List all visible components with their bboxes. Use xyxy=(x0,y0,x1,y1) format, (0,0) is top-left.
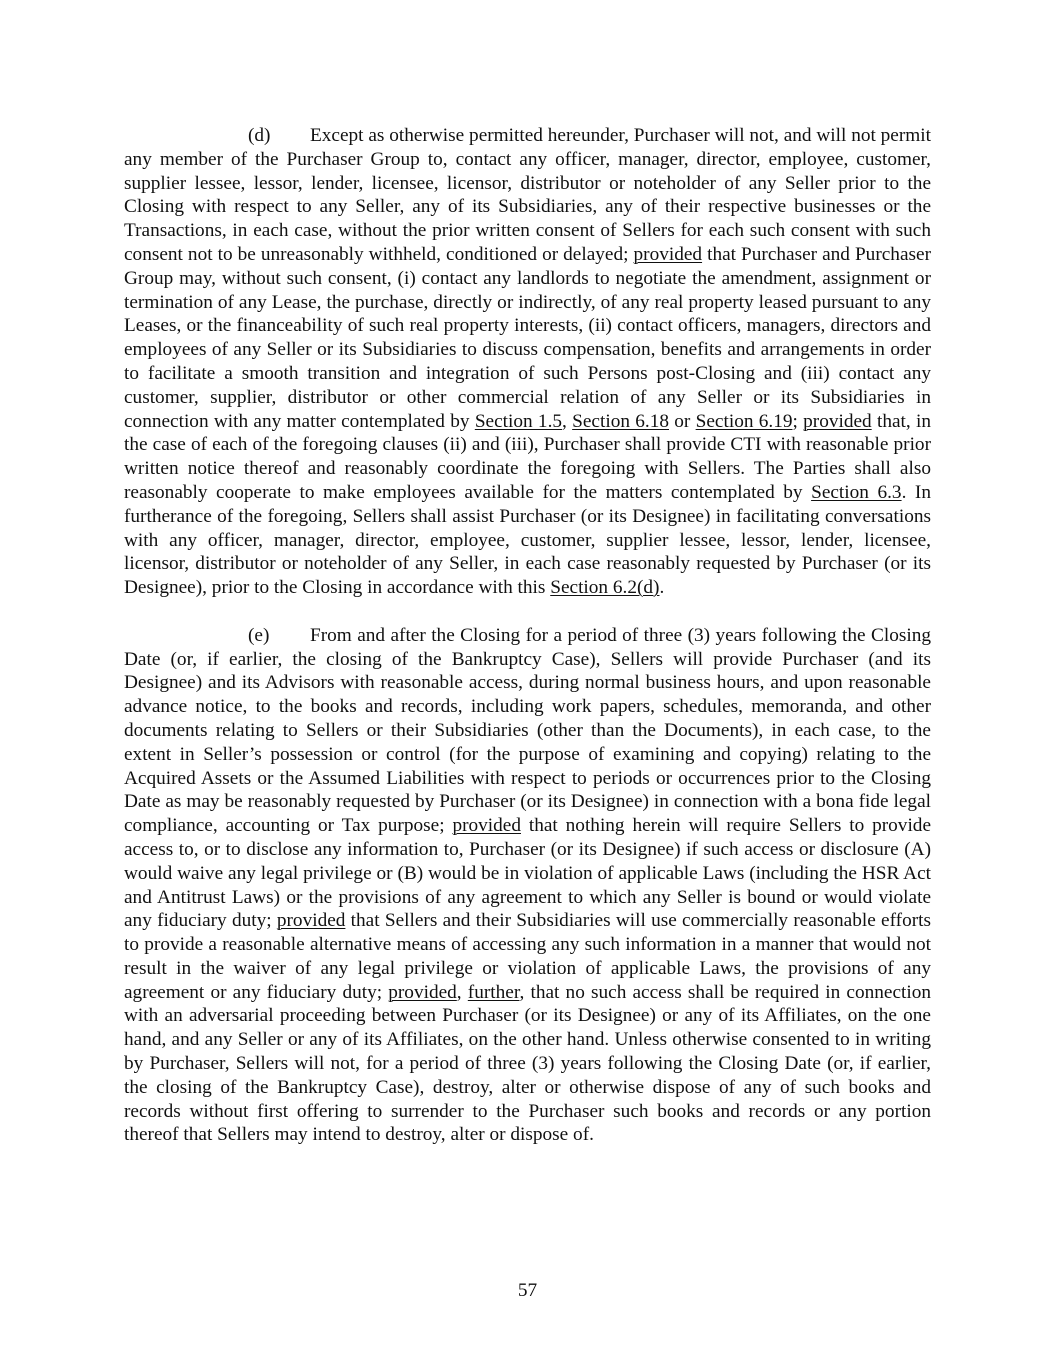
further-term: further xyxy=(467,981,520,1003)
paragraph-e: (e) From and after the Closing for a period of three (3) years following the Closing Date (or, if earlier, the closing of the Bankruptcy Case), Sellers will provide Purchaser (and its Designee) and its Advisors with reasonable access, during normal business hours, and upon reasonable advance notice, to the books and records, including work papers, schedules, memoranda, and other documents relating to Sellers or their Subsidiaries (other than the Documents), in each case, to the extent in Seller’s possession or control (for the purpose of examining and copying) relating to the Acquired Assets or the Assumed Liabilities with respect to periods or occurrences prior to the Closing Date as may be reasonably requested by Purchaser (or its Designee) in connection with a bona fide legal compliance, accounting or Tax purpose; provided that nothing herein will require Sellers to provide access to, or to disclose any information to, Purchaser (or its Designee) if such access or disclosure (A) would waive any legal privilege or (B) would be in violation of applicable Laws (including the HSR Act and Antitrust Laws) or the provisions of any agreement to which any Seller is bound or would violate any fiduciary duty; provided that Sellers and their Subsidiaries will use commercially reasonable efforts to provide a reasonable alternative means of accessing any such information in a manner that would not result in the waiver of any legal privilege or violation of applicable Laws, the provisions of any agreement or any fiduciary duty; provided, further, that no such access shall be required in connection with an adversarial proceeding between Purchaser (or its Designee) or any of its Affiliates, on the one hand, and any Seller or any of its Affiliates, on the other hand. Unless otherwise consented to in writing by Purchaser, Sellers will not, for a period of three (3) years following the Closing Date (or, if earlier, the closing of the Bankruptcy Case), destroy, alter or otherwise dispose of any of such books and records without first offering to surrender to the Purchaser such books and records or any portion thereof that Sellers may intend to destroy, alter or dispose of. xyxy=(124,624,932,1146)
page-number: 57 xyxy=(517,1280,538,1301)
section-6-19-reference: Section 6.19 xyxy=(695,410,793,432)
section-6-3-reference: Section 6.3 xyxy=(811,481,902,503)
section-6-2-d-reference: Section 6.2(d) xyxy=(550,577,660,599)
provided-term: provided xyxy=(276,910,346,932)
document-page xyxy=(124,124,931,1147)
section-1-5-reference: Section 1.5 xyxy=(474,410,563,432)
clause-label-e: (e) xyxy=(248,624,270,646)
provided-term: provided xyxy=(388,981,457,1003)
paragraph-d: (d) Except as otherwise permitted hereunder, Purchaser will not, and will not permit any member of the Purchaser Group to, contact any officer, manager, director, employee, customer, supplier lessee, lessor, lender, licensee, licensor, distributor or noteholder of any Seller prior to the Closing with respect to any Seller, any of its Subsidiaries, any of their respective businesses or the Transactions, in each case, without the prior written consent of Sellers for each such consent with such consent not to be unreasonably withheld, conditioned or delayed; provided that Purchaser and Purchaser Group may, without such consent, (i) contact any landlords to negotiate the amendment, assignment or termination of any Lease, the purchase, directly or indirectly, of any real property leased pursuant to any Leases, or the financeability of such real property interests, (ii) contact officers, managers, directors and employees of any Seller or its Subsidiaries to discuss compensation, benefits and arrangements in order to facilitate a smooth transition and integration of such Persons post-Closing and (iii) contact any customer, supplier, distributor or other commercial relation of any Seller or its Subsidiaries in connection with any matter contemplated by Section 1.5, Section 6.18 or Section 6.19; provided that, in the case of each of the foregoing clauses (ii) and (iii), Purchaser shall provide CTI with reasonable prior written notice thereof and reasonably coordinate the foregoing with Sellers. The Parties shall also reasonably cooperate to make employees available for the matters contemplated by Section 6.3. In furtherance of the foregoing, Sellers shall assist Purchaser (or its Designee) in facilitating conversations with any officer, manager, director, employee, customer, supplier lessee, lessor, lender, licensee, licensor, distributor or noteholder of any Seller, in each case reasonably requested by Purchaser (or its Designee), prior to the Closing in accordance with this Section 6.2(d). xyxy=(124,125,931,599)
provided-term: provided xyxy=(803,410,872,432)
section-6-18-reference: Section 6.18 xyxy=(572,410,669,432)
provided-term: provided xyxy=(633,243,703,265)
clause-label-d: (d) xyxy=(248,125,271,146)
provided-term: provided xyxy=(452,815,521,837)
